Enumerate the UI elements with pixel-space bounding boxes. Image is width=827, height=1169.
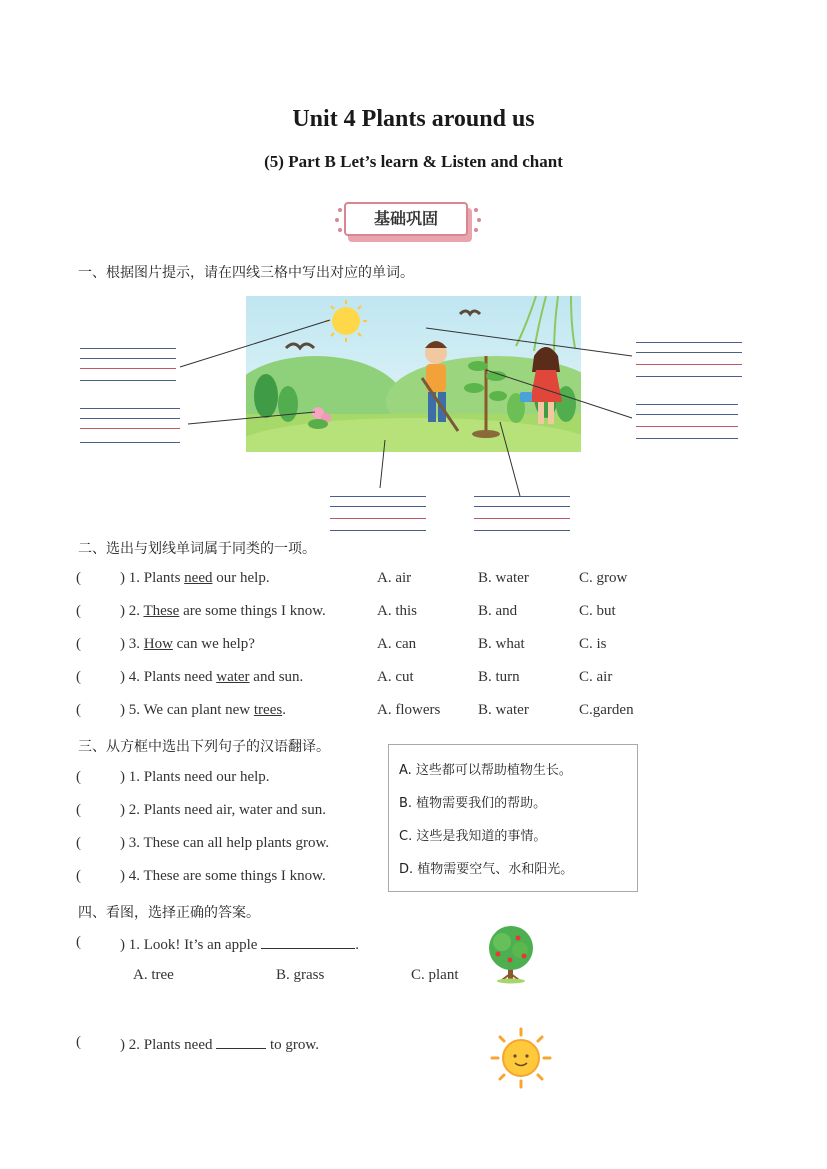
s2-q-underlined-word: These	[143, 603, 180, 619]
s2-q4-option-c[interactable]: C. air	[579, 669, 613, 685]
s2-q5-option-b[interactable]: B. water	[478, 702, 529, 718]
s2-q-prefix: ) 2.	[120, 603, 144, 619]
s2-q3-option-b[interactable]: B. what	[478, 636, 525, 652]
s2-q1-option-b[interactable]: B. water	[478, 570, 529, 586]
page-subtitle: (5) Part B Let’s learn & Listen and chant	[264, 152, 563, 171]
answer-paren: (	[76, 570, 81, 586]
s4-q2-blank[interactable]	[216, 1034, 266, 1049]
translation-options-box	[388, 744, 638, 892]
s4-q1-end: .	[355, 937, 359, 953]
s2-q2-option-b[interactable]: B. and	[478, 603, 518, 619]
s2-q-suffix: and sun.	[249, 669, 304, 685]
s2-q2-option-c[interactable]: C. but	[579, 603, 616, 619]
s2-q5-option-c[interactable]: C.garden	[579, 702, 634, 718]
section4-heading: 四、看图，选择正确的答案。	[78, 905, 260, 921]
s4-q1-option-a[interactable]: A. tree	[133, 967, 174, 983]
s2-q-underlined-word: How	[143, 636, 173, 652]
section3-heading: 三、从方框中选出下列句子的汉语翻译。	[78, 739, 330, 755]
s4-q2-text: ) 2. Plants need	[120, 1037, 213, 1053]
s3-q-text: ) 1. Plants need our help.	[120, 769, 270, 785]
s2-q-suffix: our help.	[212, 570, 270, 586]
s2-q2-option-a[interactable]: A. this	[377, 603, 418, 619]
answer-paren: (	[76, 835, 81, 851]
answer-paren: (	[76, 934, 81, 950]
s2-q-underlined-word: trees	[253, 702, 283, 718]
answer-paren: (	[76, 868, 81, 884]
s3-q-text: ) 4. These are some things I know.	[120, 868, 326, 884]
s2-q-suffix: .	[282, 702, 286, 718]
s2-q3-option-c[interactable]: C. is	[579, 636, 607, 652]
s2-q-underlined-word: water	[216, 669, 250, 685]
page-title: Unit 4 Plants around us	[292, 106, 535, 132]
apple-tree-icon	[484, 924, 538, 984]
s2-q-underlined-word: need	[184, 570, 213, 586]
s2-q-prefix: ) 1. Plants	[120, 570, 185, 586]
section1-heading: 一、根据图片提示，请在四线三格中写出对应的单词。	[78, 265, 414, 281]
answer-paren: (	[76, 769, 81, 785]
box-option-b: B. 植物需要我们的帮助。	[399, 796, 547, 811]
s2-q4-option-a[interactable]: A. cut	[377, 669, 414, 685]
s2-q1-option-c[interactable]: C. grow	[579, 570, 628, 586]
s3-q-text: ) 3. These can all help plants grow.	[120, 835, 330, 851]
box-option-a: A. 这些都可以帮助植物生长。	[399, 763, 572, 778]
s4-q1-blank[interactable]	[261, 934, 355, 949]
s2-q-prefix: ) 3.	[120, 636, 144, 652]
s2-q4-option-b[interactable]: B. turn	[478, 669, 520, 685]
answer-paren: (	[76, 669, 81, 685]
s4-q1-option-b[interactable]: B. grass	[276, 967, 325, 983]
answer-paren: (	[76, 1034, 81, 1050]
connector-lines	[0, 0, 827, 560]
answer-paren: (	[76, 636, 81, 652]
s4-q1-option-c[interactable]: C. plant	[411, 967, 459, 983]
s2-q3-option-a[interactable]: A. can	[377, 636, 417, 652]
s4-q1-text: ) 1. Look! It’s an apple	[120, 937, 258, 953]
badge-label: 基础巩固	[344, 202, 468, 236]
s4-q2-end: to grow.	[269, 1037, 320, 1053]
answer-paren: (	[76, 603, 81, 619]
s2-q-suffix: can we help?	[172, 636, 255, 652]
s2-q5-option-a[interactable]: A. flowers	[377, 702, 441, 718]
section2-heading: 二、选出与划线单词属于同类的一项。	[78, 541, 316, 557]
answer-paren: (	[76, 802, 81, 818]
sun-icon	[488, 1026, 554, 1090]
box-option-d: D. 植物需要空气、水和阳光。	[399, 862, 574, 877]
s2-q-prefix: ) 5. We can plant new	[120, 702, 254, 718]
s2-q-prefix: ) 4. Plants need	[120, 669, 217, 685]
s2-q1-option-a[interactable]: A. air	[377, 570, 412, 586]
answer-paren: (	[76, 702, 81, 718]
box-option-c: C. 这些是我知道的事情。	[399, 829, 547, 844]
s2-q-suffix: are some things I know.	[179, 603, 326, 619]
s3-q-text: ) 2. Plants need air, water and sun.	[120, 802, 327, 818]
